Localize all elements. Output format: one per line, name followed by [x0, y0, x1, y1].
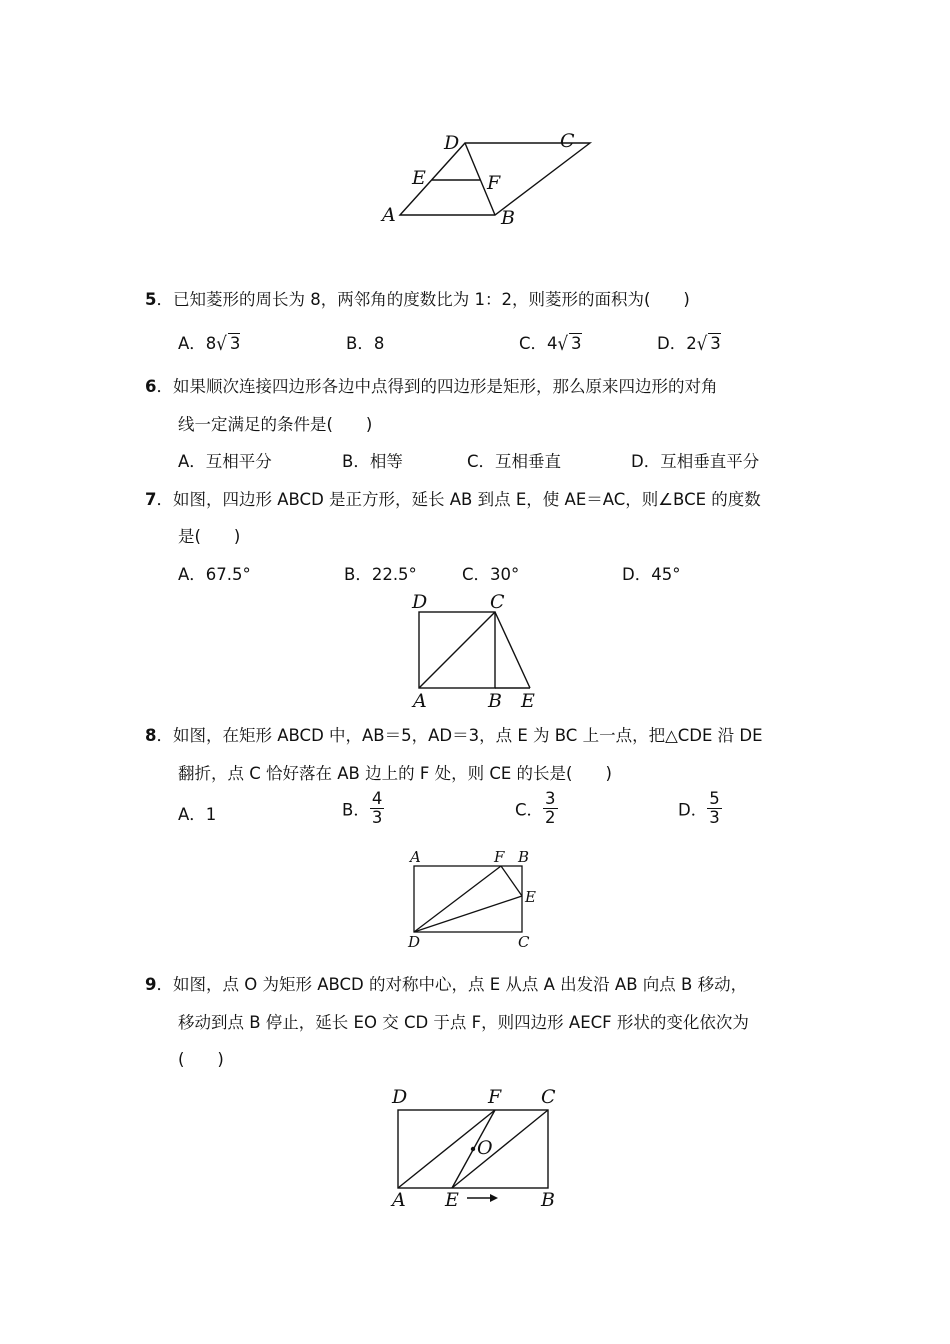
- option-c: C．30°: [462, 565, 520, 584]
- label-D: D: [412, 591, 428, 613]
- option-a: A．互相平分: [178, 452, 272, 471]
- question-number: 5: [145, 290, 157, 309]
- question-9: [145, 971, 747, 995]
- option-a: A．1: [178, 805, 217, 824]
- option-a: A．67.5°: [178, 565, 251, 584]
- option-c: C． $\frac{3}{2}$: [515, 789, 556, 828]
- question-number: 8: [145, 726, 157, 745]
- label-A: A: [410, 848, 421, 866]
- label-C: C: [518, 933, 530, 951]
- figure-q4-parallelogram: [370, 125, 610, 235]
- label-F: F: [488, 1086, 502, 1108]
- option-b: B．相等: [342, 452, 403, 471]
- figure-q7-square: [400, 590, 550, 715]
- question-number: 6: [145, 377, 157, 396]
- question-5: [145, 286, 690, 310]
- question-9-line2: 移动到点 B 停止，延长 EO 交 CD 于点 F，则四边形 AECF 形状的变化依次为: [178, 1013, 749, 1032]
- question-text-line1: ．如果顺次连接四边形各边中点得到的四边形是矩形，那么原来四边形的对角: [156, 377, 718, 396]
- option-b: B． $\frac{4}{3}$: [342, 789, 383, 828]
- label-D: D: [392, 1086, 408, 1108]
- label-A: A: [413, 690, 427, 712]
- label-F: F: [494, 848, 505, 866]
- label-E: E: [445, 1189, 459, 1211]
- label-B: B: [488, 690, 502, 712]
- option-a: A．8√ 3: [178, 332, 241, 355]
- option-b: B．22.5°: [344, 565, 417, 584]
- label-C: C: [541, 1086, 556, 1108]
- label-B: B: [501, 207, 515, 229]
- question-text-line1: ．如图，点 O 为矩形 ABCD 的对称中心，点 E 从点 A 出发沿 AB 向点 B 移动，: [156, 975, 748, 994]
- option-d: D．互相垂直平分: [631, 452, 760, 471]
- option-d: D． $\frac{5}{3}$: [678, 789, 720, 828]
- question-9-line3: ( ): [178, 1050, 224, 1069]
- label-C: C: [560, 130, 575, 152]
- label-C: C: [490, 591, 505, 613]
- question-number: 7: [145, 490, 157, 509]
- question-8: [145, 722, 763, 746]
- label-B: B: [518, 848, 530, 866]
- label-E: E: [412, 167, 426, 189]
- question-text-line1: ．如图，四边形 ABCD 是正方形，延长 AB 到点 E，使 AE＝AC，则∠BCE 的度数: [156, 490, 761, 509]
- label-D: D: [444, 132, 460, 154]
- question-text: ．已知菱形的周长为 8，两邻角的度数比为 1：2，则菱形的面积为( ): [156, 290, 690, 309]
- label-O: O: [477, 1137, 493, 1159]
- option-c: C．互相垂直: [467, 452, 562, 471]
- label-A: A: [382, 204, 396, 226]
- option-b: B．8: [346, 334, 385, 353]
- label-E: E: [525, 888, 536, 906]
- figure-q8-rectangle: [400, 845, 550, 955]
- option-d: D．45°: [622, 565, 681, 584]
- question-7: [145, 486, 761, 510]
- label-F: F: [487, 172, 501, 194]
- label-D: D: [408, 933, 421, 951]
- question-7-line2: 是( ): [178, 527, 241, 546]
- option-d: D．2√ 3: [657, 332, 721, 355]
- question-8-line2: 翻折，点 C 恰好落在 AB 边上的 F 处，则 CE 的长是( ): [178, 764, 612, 783]
- figure-q9-rectangle: [385, 1080, 570, 1210]
- question-text-line1: ．如图，在矩形 ABCD 中，AB＝5，AD＝3，点 E 为 BC 上一点，把△CDE 沿 DE: [156, 726, 763, 745]
- question-6: [145, 373, 717, 397]
- question-6-line2: 线一定满足的条件是( ): [178, 415, 373, 434]
- option-c: C．4√ 3: [519, 332, 582, 355]
- label-B: B: [541, 1189, 555, 1211]
- question-number: 9: [145, 975, 157, 994]
- label-E: E: [521, 690, 535, 712]
- label-A: A: [392, 1189, 406, 1211]
